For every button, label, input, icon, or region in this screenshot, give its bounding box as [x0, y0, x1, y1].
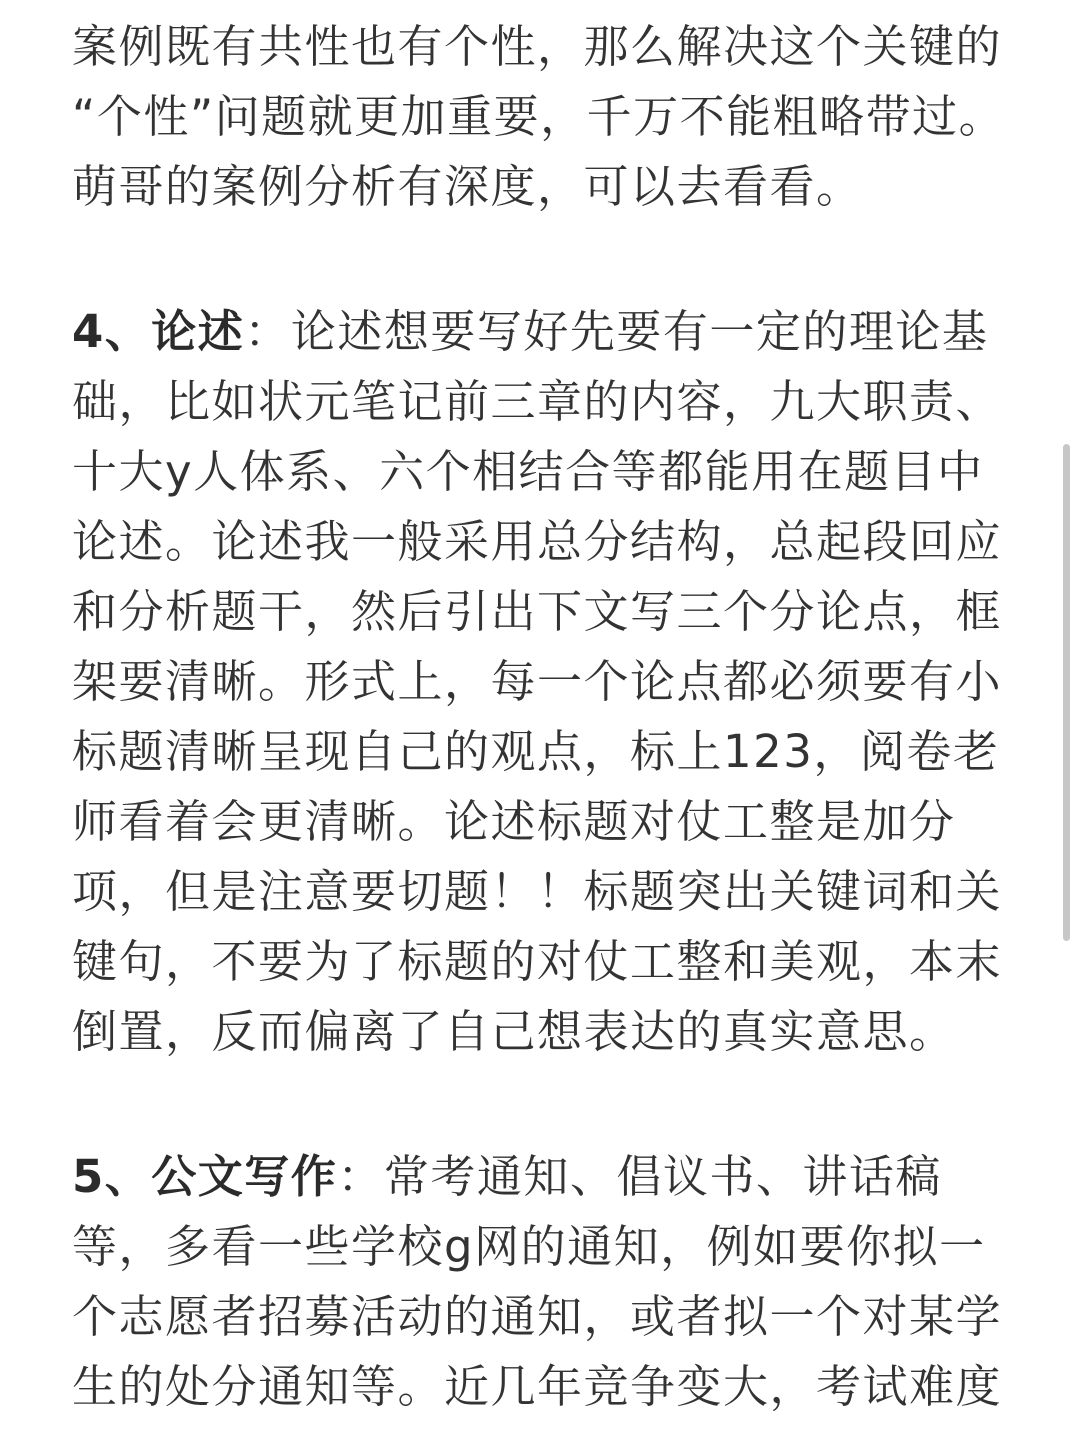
paragraph-line: 架要清晰。形式上，每一个论点都必须要有小 [72, 655, 1003, 708]
paragraph-spacer [72, 222, 1008, 297]
section-heading-line [72, 297, 1008, 367]
paragraph-line: 标题清晰呈现自己的观点，标上123，阅卷老 [72, 725, 1000, 778]
section-heading-discussion: 4、论述 [72, 305, 245, 358]
section-heading-line [72, 1142, 1008, 1212]
paragraph-line: 案例既有共性也有个性，那么解决这个关键的 [72, 20, 1003, 73]
heading-colon: ： [244, 305, 291, 358]
paragraph-line: 础，比如状元笔记前三章的内容，九大职责、 [72, 375, 1003, 428]
paragraph-line: 师看着会更清晰。论述标题对仗工整是加分 [72, 795, 956, 848]
paragraph-line: “个性”问题就更加重要，千万不能粗略带过。 [72, 90, 1006, 143]
paragraph-line: 项，但是注意要切题！！标题突出关键词和关 [72, 865, 1003, 918]
vertical-scrollbar[interactable] [1063, 444, 1070, 941]
heading-colon: ： [337, 1150, 384, 1203]
paragraph-line: 和分析题干，然后引出下文写三个分论点，框 [72, 585, 1003, 638]
paragraph-line: 等，多看一些学校g网的通知，例如要你拟一 [72, 1220, 986, 1273]
paragraph-text: 论述想要写好先要有一定的理论基 [290, 305, 989, 358]
paragraph-line: 萌哥的案例分析有深度，可以去看看。 [72, 160, 863, 213]
paragraph-line: 论述。论述我一般采用总分结构，总起段回应 [72, 515, 1003, 568]
paragraph-spacer [72, 1067, 1008, 1142]
paragraph-line: 键句，不要为了标题的对仗工整和美观，本末 [72, 935, 1003, 988]
paragraph-line: 十大y人体系、六个相结合等都能用在题目中 [72, 445, 984, 498]
paragraph-line: 生的处分通知等。近几年竞争变大，考试难度 [72, 1360, 1003, 1413]
article-body [72, 12, 1008, 1422]
paragraph-text: 常考通知、倡议书、讲话稿 [383, 1150, 942, 1203]
section-heading-official-writing: 5、公文写作 [72, 1150, 338, 1203]
paragraph-line: 个志愿者招募活动的通知，或者拟一个对某学 [72, 1290, 1003, 1343]
paragraph-line: 倒置，反而偏离了自己想表达的真实意思。 [72, 1005, 956, 1058]
